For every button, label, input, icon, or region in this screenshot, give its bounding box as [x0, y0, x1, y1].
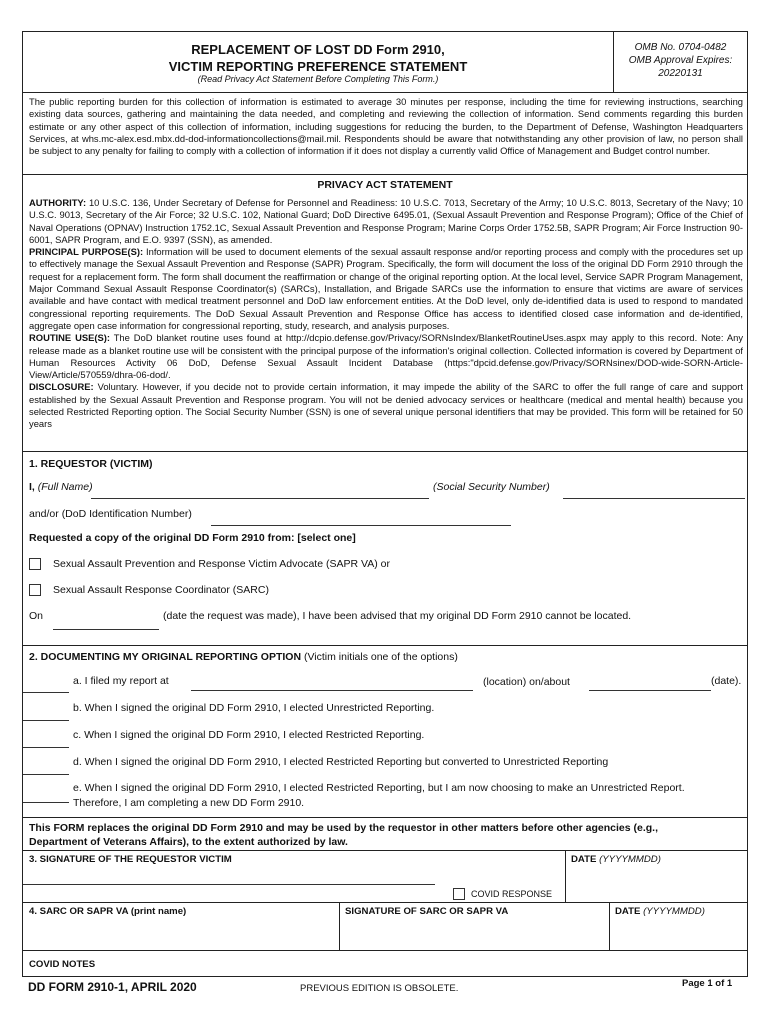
divider — [23, 850, 747, 851]
sarc-signature-label: SIGNATURE OF SARC OR SAPR VA — [345, 906, 509, 917]
dod-id-label: and/or (DoD Identification Number) — [29, 508, 192, 520]
date-format: (YYYYMMDD) — [643, 906, 705, 917]
authority-label: AUTHORITY: — [29, 197, 87, 208]
section4-heading: 4. SARC OR SAPR VA (print name) — [29, 906, 187, 917]
option-d-text: d. When I signed the original DD Form 2910, I elected Restricted Reporting but converted to Unrestricted Reporting — [73, 756, 609, 768]
form-title — [23, 41, 613, 75]
ssn-input[interactable] — [563, 498, 745, 499]
divider — [23, 451, 747, 452]
report-date-input[interactable] — [589, 690, 711, 691]
purpose-label: PRINCIPAL PURPOSE(S): — [29, 246, 144, 258]
divider — [23, 174, 747, 175]
option-b-text: b. When I signed the original DD Form 2910, I elected Unrestricted Reporting. — [73, 702, 435, 714]
sapr-va-checkbox[interactable] — [29, 558, 41, 570]
full-name-input[interactable] — [91, 498, 429, 499]
request-label: Requested a copy of the original DD Form 2910 from: [select one] — [29, 532, 356, 544]
edition-note: PREVIOUS EDITION IS OBSOLETE. — [300, 983, 459, 994]
covid-response-checkbox[interactable] — [453, 888, 465, 900]
routine-label: ROUTINE USE(S): — [29, 332, 110, 344]
covid-response-label: COVID RESPONSE — [471, 889, 553, 899]
i-label: I, — [29, 481, 35, 493]
privacy-heading: PRIVACY ACT STATEMENT — [317, 179, 453, 191]
divider — [23, 902, 747, 903]
authority-text: 10 U.S.C. 136, Under Secretary of Defense for Personnel and Readiness: 10 U.S.C. 7013, Secretary of the Army; 10 U.S.C. 8013, Secretary of the Navy; 10 U.S.C. 9013, Secretary of the Air Force; 32 U.S.C. 102, National Guard; DoD Directive 6495.01, (Sexual Assault Prevention and Response Program); Office of the Chief of Naval Operations (OPNAV) Instruction 1752.1C, Sexual Assault Prevention and Response Program; Marine Corps Order 1752.5B, SAPR Program; Air Force Instruction 90-6001, SAPR Program, and E.O. 9397 (SSN), as amended. — [29, 197, 743, 245]
full-name-row — [29, 481, 93, 493]
privacy-statement — [29, 197, 743, 431]
option-a-date: (date). — [711, 675, 742, 687]
divider — [609, 902, 610, 950]
section4-date-label — [615, 906, 705, 917]
option-a-text: a. I filed my report at — [73, 675, 169, 687]
form-frame — [22, 31, 748, 977]
initials-d-input[interactable] — [23, 774, 69, 775]
covid-notes-label: COVID NOTES — [29, 959, 96, 970]
request-date-input[interactable] — [53, 629, 159, 630]
full-name-label: (Full Name) — [37, 481, 93, 493]
option-a-location: (location) on/about — [483, 676, 570, 688]
notice-line-2: Department of Veterans Affairs), to the extent authorized by law. — [29, 836, 348, 848]
requestor-signature-input[interactable] — [23, 884, 435, 885]
on-text: (date the request was made), I have been advised that my original DD Form 2910 cannot be located. — [163, 610, 632, 622]
initials-a-input[interactable] — [23, 692, 69, 693]
divider — [565, 850, 566, 902]
option-c-text: c. When I signed the original DD Form 2910, I elected Restricted Reporting. — [73, 729, 425, 741]
option-e-line-2: Therefore, I am completing a new DD Form 2910. — [73, 797, 305, 809]
title-line-1: REPLACEMENT OF LOST DD Form 2910, — [191, 42, 445, 57]
section2-note: (Victim initials one of the options) — [301, 651, 458, 663]
initials-b-input[interactable] — [23, 720, 69, 721]
section1-heading: 1. REQUESTOR (VICTIM) — [29, 458, 153, 470]
form-subtitle: (Read Privacy Act Statement Before Completing This Form.) — [197, 74, 439, 84]
on-label: On — [29, 610, 44, 622]
initials-e-input[interactable] — [23, 802, 69, 803]
routine-text: The DoD blanket routine uses found at http://dcpio.defense.gov/Privacy/SORNsIndex/BlanketRoutineUses.aspx may apply to this record. Note: Any release made as a blanket routine use will be consistent with the principal purpose of the information's original collection. Collected information is covered by Department of Human Resources Activity 06 DoD, Defense Sexual Assault Incident Database (https:"dpcid.defense.gov/Privacy/SORNsinex/DOD-wide-SORN-Article-View/Article/570559/dhra-06-dod/. — [29, 332, 744, 381]
purpose-text: Information will be used to document elements of the sexual assault response and/or reporting process and comply with the procedures set up to effectively manage the Sexual Assault Prevention and Response (SAPR) Program. Specifically, the form will document the loss of the original DD Form 2910 through the request for a replacement form. The form shall document the reaffirmation or change of the original reporting option. At the local level, Service SAPR Program Management, Major Command Sexual Assault Response Coordinator(s) (SARCs), Installation, and Brigade SARCs use the information to ensure that victims are aware of services available and have contact with medical treatment personnel and DoD law enforcement entities. At the DoD level, only de-identified data is used to respond to mandated congressional reporting requirements. The DoD Sexual Assault Prevention and Response Office has access to identified closed case information and de-identified, aggregate open case information for congressional reporting, study, research, and analysis purposes. — [29, 246, 743, 331]
section2-title: 2. DOCUMENTING MY ORIGINAL REPORTING OPTION — [29, 651, 302, 663]
sarc-option: Sexual Assault Response Coordinator (SARC) — [53, 584, 269, 596]
divider — [23, 817, 747, 818]
page-number: Page 1 of 1 — [682, 978, 733, 989]
omb-box — [613, 32, 747, 92]
omb-expires-date: 20220131 — [658, 68, 703, 79]
date-label: DATE — [571, 854, 597, 865]
title-line-2: VICTIM REPORTING PREFERENCE STATEMENT — [168, 59, 468, 74]
burden-statement: The public reporting burden for this collection of information is estimated to average 30 minutes per response, including the time for reviewing instructions, searching existing data sources, gathering and maintaining the data needed, and completing and reviewing the collection of information. Send comments regarding this burden estimate or any other aspect of this collection of information, including suggestions for reducing the burden, to the Department of Defense, Washington Headquarters Services, at whs.mc-alex.esd.mbx.dd-dod-informationcollections@mail.mil. Respondents should be aware that notwithstanding any other provision of law, no person shall be subject to any penalty for failing to comply with a collection of information if it does not display a currently valid Office of Management and Budget control number. — [29, 96, 743, 157]
ssn-label: (Social Security Number) — [433, 481, 550, 493]
section3-date-label — [571, 854, 661, 865]
location-input[interactable] — [191, 690, 473, 691]
sarc-checkbox[interactable] — [29, 584, 41, 596]
divider — [23, 950, 747, 951]
disclosure-label: DISCLOSURE: — [29, 381, 94, 393]
section3-heading: 3. SIGNATURE OF THE REQUESTOR VICTIM — [29, 854, 232, 865]
sapr-va-option: Sexual Assault Prevention and Response Victim Advocate (SAPR VA) or — [53, 558, 390, 570]
disclosure-text: Voluntary. However, if you decide not to provide certain information, it may impede the ability of the SARC to offer the full range of care and support established by the Sexual Assault Prevention and Response program. You will not be denied advocacy services or healthcare (medical and mental health) because you selected Restricted Reporting option. The Social Security Number (SSN) is one of several unique personal identifiers that may be provided. This form will be retained for 50 years — [29, 381, 743, 430]
initials-c-input[interactable] — [23, 747, 69, 748]
divider — [23, 92, 747, 93]
divider — [23, 645, 747, 646]
date-label: DATE — [615, 906, 641, 917]
omb-expires-label: OMB Approval Expires: — [628, 55, 733, 66]
notice-line-1: This FORM replaces the original DD Form 2910 and may be used by the requestor in other matters before other agencies (e.g., — [29, 822, 658, 834]
date-format: (YYYYMMDD) — [599, 854, 661, 865]
omb-number: OMB No. 0704-0482 — [634, 42, 727, 53]
dod-id-input[interactable] — [211, 525, 511, 526]
section2-heading — [29, 651, 458, 663]
option-e-line-1: e. When I signed the original DD Form 2910, I elected Restricted Reporting, but I am now choosing to make an Unrestricted Report. — [73, 782, 685, 794]
form-id: DD FORM 2910-1, APRIL 2020 — [28, 980, 197, 994]
divider — [339, 902, 340, 950]
